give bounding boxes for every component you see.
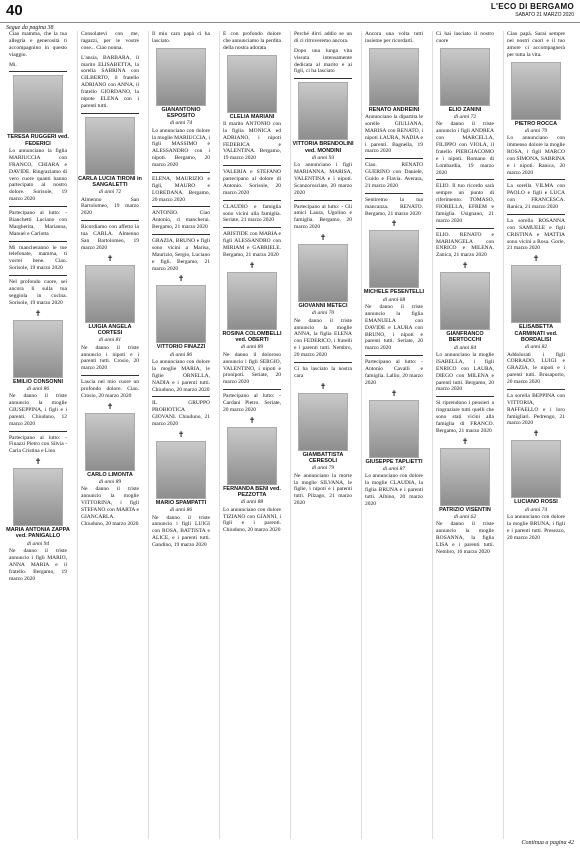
deceased-name: GIUSEPPE TAPLIETTI xyxy=(365,458,423,465)
divider xyxy=(365,158,423,159)
divider xyxy=(365,355,423,356)
notice-text: Lo annunciano la moglie ISABELLA, i figli ENRICO con LAURA, DIEGO con MILENA e parenti tutti. Bergamo, 20 marzo 2020 xyxy=(436,352,494,393)
deceased-name: LUCIANO ROSSI xyxy=(514,499,558,506)
divider xyxy=(152,172,210,173)
portrait-photo xyxy=(298,82,348,140)
notice-text: Annunciano la dipartita le sorelle GIULIANA, MARISA con RENATO, i nipoti LAURA, NADIA e i parenti. Bagnella, 19 marzo 2020 xyxy=(365,114,423,155)
portrait-photo xyxy=(440,272,490,330)
divider xyxy=(81,220,139,221)
portrait-photo xyxy=(13,468,63,526)
portrait-photo xyxy=(511,265,561,323)
deceased-age: di anni 84 xyxy=(453,344,477,351)
divider xyxy=(436,228,494,229)
notice-text: Ne danno il triste annuncio i figli MARIO, ANNA MARIA e il fratello. Bergamo, 19 marzo 2020 xyxy=(9,548,67,582)
cross-icon: ✝ xyxy=(319,233,327,243)
deceased-name: GIOVANNI METECI xyxy=(298,303,348,310)
deceased-name: GIANFRANCO BERTOCCHI xyxy=(446,331,484,344)
portrait-photo xyxy=(227,55,277,113)
notice-text: Ne danno il triste annuncio la figlia EMANUELA con DAVIDE e LAURA con BRUNO, i nipoti e parenti tutti. Seriate, 20 marzo 2020 xyxy=(365,304,423,352)
divider xyxy=(507,214,565,215)
cross-icon: ✝ xyxy=(34,457,42,467)
portrait-photo xyxy=(156,285,206,343)
cross-icon: ✝ xyxy=(106,401,114,411)
notice-text: Ciao papà. Sarai sempre nei nostri cuori e il tuo amore ci accompagnerà per tutta la vita. xyxy=(507,31,565,58)
divider xyxy=(9,431,67,432)
deceased-age: di anni 74 xyxy=(524,506,548,513)
notice-text: L'ansia, BARBARA, il marito ELISABETTA, la sorella SABRINA con GILBERTO, il fratello ADRIANO con ANNA, il fratello GIORDANO, la nipote ELENA con i parenti tutti. xyxy=(81,54,139,109)
notice-text: Lo annunciano la figlia MARIUCCIA con FRANCO, CHIARA e DAVIDE. Ringraziamo di vero cuore quanti hanno partecipato al nostro dolore. Sorisole, 19 marzo 2020 xyxy=(9,148,67,203)
notice-text: Perché dirci addio se un dì ci ritroveremo ancora. xyxy=(294,31,352,44)
portrait-photo xyxy=(440,448,490,506)
deceased-age: di anni 94 xyxy=(26,540,50,547)
cross-icon: ✝ xyxy=(390,388,398,398)
notice-text: La sorella VILMA con PAOLO e figli e LUCA con FRANCESCA. Ranica, 21 marzo 2020 xyxy=(507,183,565,210)
notice-text: Ci ha lasciato la nostra cara xyxy=(294,365,352,379)
notice-text: ANTONIO. Ciao Antonio, ci mancherai. Bergamo, 21 marzo 2020 xyxy=(152,210,210,231)
notice-text: Lo annunciano con dolore la moglie MARIA, le figlie ORNELLA, NADIA e i parenti tutti. Chiuduno, 20 marzo 2020 xyxy=(152,359,210,393)
notice-text: Partecipano al lutto: - Bianchetti Luciano con Margherita, Marianna, Manuel e Carlotta xyxy=(9,210,67,237)
cross-icon: ✝ xyxy=(319,381,327,391)
divider xyxy=(9,241,67,242)
notice-text: Ne danno il triste annuncio la moglie ROSANNA, la figlia LISA e i parenti tutti. Nembro, 16 marzo 2020 xyxy=(436,521,494,555)
portrait-photo xyxy=(440,48,490,106)
deceased-name: PIETRO ROCCA xyxy=(514,120,558,127)
deceased-name: ELIO ZANINI xyxy=(448,106,482,113)
notice-text: Lo annunciano con dolore la moglie BRUNA, i figli e i parenti tutti. Presezzo, 20 marzo 2020 xyxy=(507,513,565,541)
newspaper-name: L'ECO DI BERGAMO xyxy=(490,2,574,11)
deceased-name: ROSINA COLOMBELLI ved. OBERTI xyxy=(222,330,282,344)
notice-text: Lo annunciano con dolore la moglie MARIUCCIA, i figli MASSIMO e ALESSANDRO con i nipoti. Bergamo, 20 marzo 2020 xyxy=(152,127,210,169)
notice-text: Mi mancheranno le tue telefonate, mamma, ti vorrei bene. Ciao. Sorisole, 19 marzo 2020 xyxy=(9,244,67,272)
divider xyxy=(436,179,494,180)
notice-text: Lo annunciano i figli MARIANNA, MARISA, VALENTINA e i nipoti. Scanzorosciate, 20 marzo 2020 xyxy=(294,162,352,196)
deceased-name: TERESA RUGGERI ved. FEDERICI xyxy=(7,134,69,147)
notice-text: Ne danno il triste annuncio la moglie ANNA, la figlia ELENA con FEDERICO, i fratelli e i parenti tutti. Nembro, 20 marzo 2020 xyxy=(294,317,352,359)
deceased-age: di anni 86 xyxy=(169,351,193,358)
deceased-age: di anni 68 xyxy=(382,296,406,303)
deceased-age: di anni 62 xyxy=(453,514,477,520)
notice-text: Almenno San Bartolomeo, 19 marzo 2020 xyxy=(81,196,139,217)
notice-text: Lo annunciano con dolore TIZIANO con GIANNI, i figli e i parenti. Chiuduno, 20 marzo 2020 xyxy=(223,506,281,534)
column-6 xyxy=(361,31,426,839)
notice-text: ARISTIDE con MARIA e figli ALESSANDRO con MIRIAM e GABRIELE. Bergamo, 21 marzo 2020 xyxy=(223,231,281,258)
notice-text: Ricordiamo con affetto la tua CARLA. Almenno San Bartolomeo, 19 marzo 2020 xyxy=(81,224,139,251)
notice-text: La sorella BEPPINA con VITTORIA, RAFFAELLO e i loro famigliari. Pedrengo, 21 marzo 2020 xyxy=(507,392,565,427)
deceased-age: di anni 72 xyxy=(453,114,477,121)
notice-text: È con profondo dolore che annunciamo la perdita della nostra adorata xyxy=(223,31,281,51)
deceased-age: di anni 82 xyxy=(524,344,548,351)
deceased-age: di anni 93 xyxy=(311,154,335,161)
cross-icon: ✝ xyxy=(461,436,469,446)
portrait-photo xyxy=(298,244,348,302)
cross-icon: ✝ xyxy=(177,274,185,284)
notice-text: Lascia nel mio cuore un profondo dolore. Ciao. Crosio, 20 marzo 2020 xyxy=(81,379,139,399)
notice-text: IL GRUPPO PROBIOTICA GIOVANI. Chiuduno, 21 marzo 2020 xyxy=(152,400,210,428)
deceased-name: RENATO ANDREINI xyxy=(368,106,420,113)
deceased-name: GIANANTONIO ESPOSITO xyxy=(161,106,201,120)
deceased-name: VITTORIA BRENDOLINI ved. MONDINI xyxy=(292,141,354,154)
portrait-photo xyxy=(369,48,419,106)
notice-text: Ne danno il triste annuncio i figli LUIGI con ROSA, BATTISTA e ALICE, e i parenti tutti. Gandino, 19 marzo 2020 xyxy=(152,514,210,549)
cross-icon: ✝ xyxy=(390,219,398,229)
deceased-name: PATRIZIO VISENTIN xyxy=(439,506,491,513)
notice-text: Il mio caro papà ci ha lasciato. xyxy=(152,31,210,44)
notice-text: Ne annunciano la morte la moglie SILVANA, le figlie, i nipoti e i parenti tutti. Pilzago, 21 marzo 2020 xyxy=(294,472,352,507)
portrait-photo xyxy=(156,441,206,499)
cross-icon: ✝ xyxy=(532,429,540,439)
portrait-photo xyxy=(298,393,348,451)
notice-text: Nel profondo cuore, sei ancora lì sulla tua seggiola in cucina. Sorisole, 19 marzo 2020 xyxy=(9,279,67,306)
notice-text: GRAZIA, BRUNO e figli sono vicini a Marisa, Maurizio, Sergio, Luciano e figli. Bergamo, 21 marzo 2020 xyxy=(152,238,210,272)
deceased-name: EMILIO CONSONNI xyxy=(12,378,64,385)
notice-text: Addolorati i figli CORRADO, LUIGI e GRAZIA, le nipoti e i parenti tutti. Brusaporto, 20 marzo 2020 xyxy=(507,351,565,385)
deceased-name: FERNANDA BENI ved. PEZZOTTA xyxy=(223,485,281,499)
portrait-photo xyxy=(227,272,277,330)
column-1 xyxy=(6,31,70,839)
notice-text: Ne danno il triste annuncio i nipoti e i parenti tutti. Crosio, 20 marzo 2020 xyxy=(81,344,139,372)
divider xyxy=(81,113,139,114)
deceased-name: LUIGIA ANGELA CORTESI xyxy=(88,323,132,336)
issue-date: SABATO 21 MARZO 2020 xyxy=(515,12,574,18)
notice-text: VALERIA e STEFANO partecipano al dolore di Antonio. Sorisole, 20 marzo 2020 xyxy=(223,169,281,196)
portrait-photo xyxy=(227,427,277,485)
divider xyxy=(294,78,352,79)
deceased-name: CARLO LIMONTA xyxy=(87,471,133,478)
deceased-age: di anni 74 xyxy=(169,120,193,127)
notice-text: Lo annunciano con immenso dolore la moglie ROSA, i figli MARCO con SIMONA, SABRINA e i nipoti. Ranica, 20 marzo 2020 xyxy=(507,135,565,176)
portrait-photo xyxy=(85,117,135,175)
notice-text: Ne danno il triste annuncio i figli ANDREA con MARCELLA, FILIPPO con VIOLA, il fratello PIERGIACOMO e i nipoti. Romano di Lombardia, 19 marzo 2020 xyxy=(436,121,494,176)
cross-icon: ✝ xyxy=(177,429,185,439)
notice-text: Partecipano al lutto: - Finazzi Pietro con Silvia - Carla Cristina e Lino xyxy=(9,434,67,455)
column-5 xyxy=(290,31,355,839)
column-2 xyxy=(77,31,142,839)
notice-text: Si riprendono i pensieri a ringraziare tutti quelli che sono stati vicini alla famiglia di FRANCO. Bergamo, 21 marzo 2020 xyxy=(436,400,494,434)
deceased-age: di anni 89 xyxy=(98,479,122,486)
notice-text: Ci hai lasciato il nostro cuore xyxy=(436,31,494,44)
divider xyxy=(9,71,67,72)
deceased-name: MARIO SPAMPATTI xyxy=(155,499,207,506)
portrait-photo xyxy=(511,62,561,120)
divider xyxy=(152,396,210,397)
deceased-age: di anni 70 xyxy=(311,310,335,317)
divider xyxy=(507,389,565,390)
column-4 xyxy=(219,31,284,839)
cross-icon: ✝ xyxy=(461,261,469,271)
portrait-photo xyxy=(85,265,135,323)
notice-text: Sentiremo la tua mancanza. RENATO. Bergamo, 21 marzo 2020 xyxy=(365,196,423,217)
deceased-name: MARIA ANTONIA ZAPPA ved. PANIGALLO xyxy=(6,527,70,540)
divider xyxy=(365,193,423,194)
deceased-name: CLELIA MARIANI xyxy=(229,113,275,120)
page-number: 40 xyxy=(6,2,23,19)
deceased-name: VITTORIO FINAZZI xyxy=(156,344,206,351)
deceased-age: di anni 79 xyxy=(311,465,335,472)
continues-on: Continua a pagina 42 xyxy=(521,840,574,846)
portrait-photo xyxy=(156,48,206,106)
deceased-age: di anni 89 xyxy=(240,344,264,351)
deceased-age: di anni 72 xyxy=(98,189,122,196)
portrait-photo xyxy=(369,230,419,288)
portrait-photo xyxy=(85,413,135,471)
notice-text: Il marito ANTONIO con la figlia MONICA ed ADRIANO, i nipoti FEDERICA e VALENTINA. Bergamo, 19 marzo 2020 xyxy=(223,120,281,162)
cross-icon: ✝ xyxy=(248,260,256,270)
column-8 xyxy=(503,31,568,839)
deceased-name: ELISABETTA CARMINATI ved. BORDALISI xyxy=(514,324,558,343)
notice-text: Lo annunciano con dolore la moglie CLAUDIA, la figlia BRUNA e i parenti tutti. Albino, 20 marzo 2020 xyxy=(365,473,423,507)
notice-text: ELIO. RENATO e MARIANGELA con ENRICO e MILENA. Zanica, 21 marzo 2020 xyxy=(436,231,494,259)
divider xyxy=(81,375,139,376)
deceased-name: MICHELE PESENTELLI xyxy=(363,289,425,296)
divider xyxy=(294,362,352,363)
cross-icon: ✝ xyxy=(248,415,256,425)
notice-text: ELIO. Il tuo ricordo sarà sempre un punto di riferimento. TOMASO, FIORELLA, EFREM e famiglia. Usignano, 21 marzo 2020 xyxy=(436,183,494,224)
portrait-photo xyxy=(13,320,63,378)
deceased-age: di anni 87 xyxy=(382,466,406,472)
deceased-name: GIAMBATTISTA CERESOLI xyxy=(302,451,344,464)
divider xyxy=(223,200,281,201)
cross-icon: ✝ xyxy=(34,308,42,318)
notice-text: CLAUDIO e famiglia sono vicini alla famiglia. Seriate, 21 marzo 2020 xyxy=(223,203,281,224)
deceased-name: CARLA LUCIA TIRONI in SANGALETTI xyxy=(78,175,142,188)
column-7 xyxy=(432,31,497,839)
divider xyxy=(152,206,210,207)
divider xyxy=(223,389,281,390)
cross-icon: ✝ xyxy=(106,253,114,263)
notice-text: ELENA, MAURIZIO e figli, MAURO e LOREDANA. Bergamo, 20 marzo 2020 xyxy=(152,175,210,203)
notice-text: Ne danno il triste annuncio la moglie VITTORINA, i figli STEFANO con MARTA e GIANCARLA. Chiuduno, 20 marzo 2020 xyxy=(81,486,139,527)
notice-text: Ancora una volta tutti insieme per ricordarti. xyxy=(365,31,423,44)
cross-icon: ✝ xyxy=(532,254,540,264)
notice-text: Ne danno il triste annuncio la moglie GIUSEPPINA, i figli e i parenti. Chiuduno, 12 marzo 2020 xyxy=(9,393,67,427)
divider xyxy=(9,206,67,207)
portrait-photo xyxy=(511,440,561,498)
notice-text: Ciao. RENATO GUERINO con Daniele, Guido e Flavia. Averara, 21 marzo 2020 xyxy=(365,162,423,189)
notice-text: Partecipano al lutto: - Cardani Pietro. Seriate, 20 marzo 2020 xyxy=(223,393,281,413)
portrait-photo xyxy=(13,75,63,133)
notice-text: Consolatevi con me, ragazzi, per le vostre cose... Ciao nonna. xyxy=(81,31,139,51)
divider xyxy=(223,165,281,166)
notice-text: Dopo una lunga vita vissuta intensamente dedicata al marito e ai figli, ci ha lasciato xyxy=(294,47,352,75)
deceased-age: di anni 86 xyxy=(169,507,193,514)
divider xyxy=(507,179,565,180)
notice-text: Ne danno il doloroso annuncio i figli SERGIO, VALENTINO, i nipoti e pronipoti. Seriate, 20 marzo 2020 xyxy=(223,351,281,386)
divider xyxy=(223,227,281,228)
deceased-age: di anni 86 xyxy=(26,385,50,392)
deceased-age: di anni 79 xyxy=(524,127,548,134)
deceased-age: di anni 81 xyxy=(98,337,122,344)
notice-text: Mi. xyxy=(9,61,17,68)
divider xyxy=(436,396,494,397)
notice-text: La sorella ROSANNA con SAMUELE e figli CRISTINA e MATTIA sono vicini a Rosa. Gorle, 21 marzo 2020 xyxy=(507,217,565,252)
notice-text: Ciao mamma, che la tua allegria e generosità ti accompagnino in questo viaggio. xyxy=(9,31,67,58)
notice-text: Partecipano al lutto: - Antonio Cavalli e famiglia. Lallio, 20 marzo 2020 xyxy=(365,359,423,386)
column-3 xyxy=(148,31,213,839)
divider xyxy=(152,234,210,235)
divider xyxy=(9,275,67,276)
page-header xyxy=(0,0,580,23)
divider xyxy=(294,200,352,201)
portrait-photo xyxy=(369,400,419,458)
continued-from: Segue da pagina 38 xyxy=(6,25,54,31)
deceased-age: di anni 88 xyxy=(240,499,264,506)
notice-text: Partecipano al lutto: - Gli amici Laura, Ugolino e famiglia. Bergamo, 20 marzo 2020 xyxy=(294,203,352,231)
